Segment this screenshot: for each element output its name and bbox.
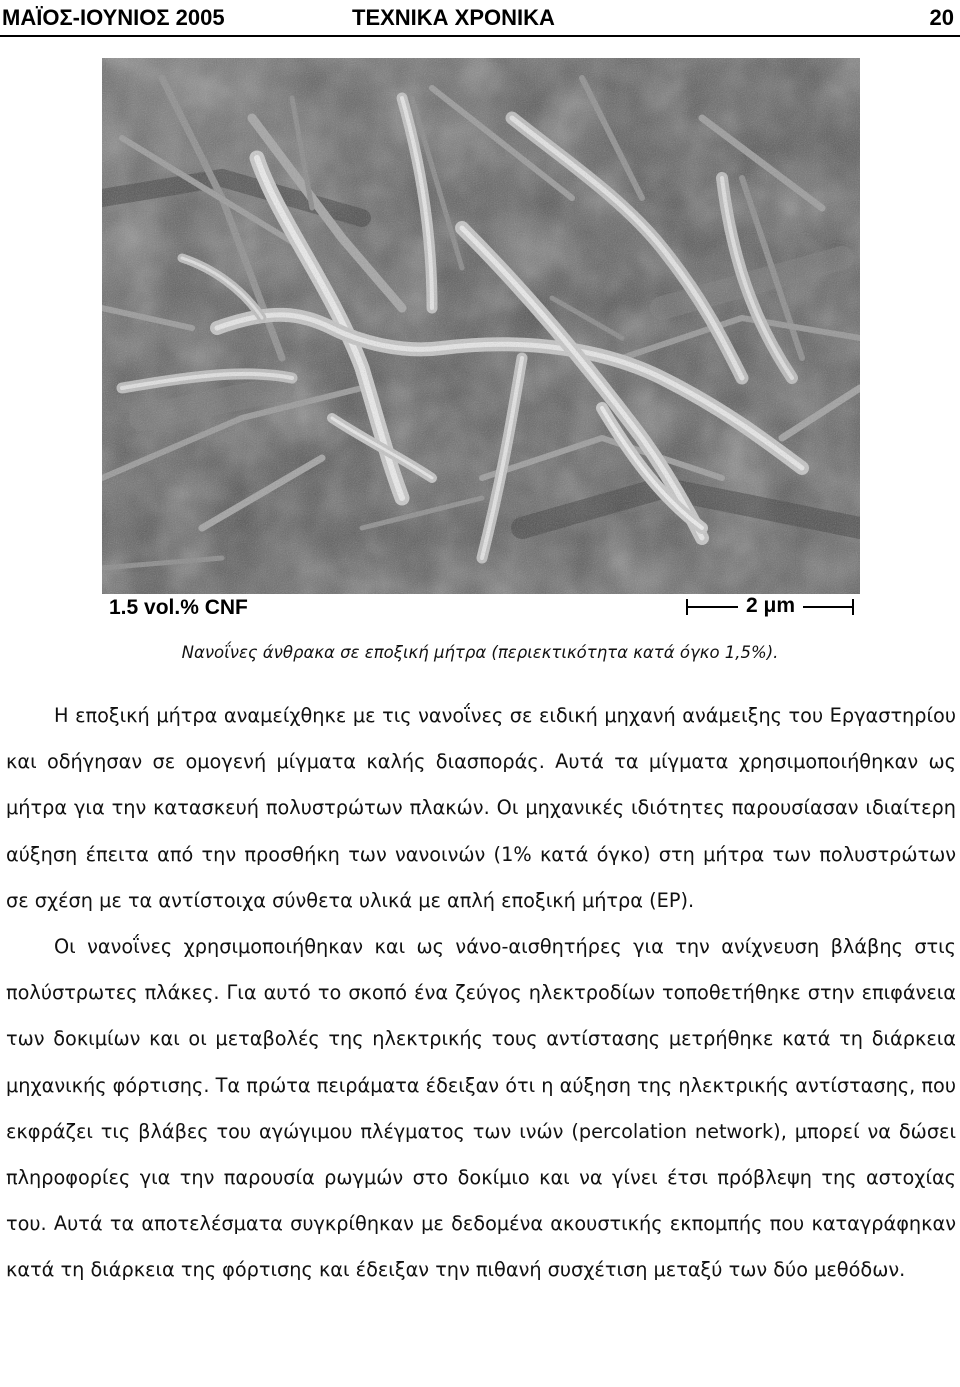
paragraph-1: Η εποξική μήτρα αναμείχθηκε με τις νανοΐνες σε ειδική μηχανή ανάμειξης του Εργαστηρίου και οδήγησαν σε ομογενή μίγματα καλής διασποράς. Αυτά τα μίγματα χρησιμοποιήθηκαν ως μήτρα για την κατασκευή πολυστρώτων πλακών. Οι μηχανικές ιδιότητες παρουσίασαν ιδιαίτερη αύξηση έπειτα από την προσθήκη των νανοινών (1% κατά όγκο) στη μήτρα των πολυστρώτων σε σχέση με τα αντίστοιχα σύνθετα υλικά με απλή εποξική μήτρα (EP).: [6, 704, 956, 912]
sem-figure: [102, 58, 860, 620]
header-rule: [0, 35, 960, 37]
article-body: [6, 693, 956, 1294]
scale-bar: [686, 596, 854, 620]
scale-bar-tick-right: [852, 599, 854, 615]
issue-date: ΜΑΪΟΣ-ΙΟΥΝΙΟΣ 2005: [2, 5, 225, 30]
page-number: 20: [929, 5, 954, 30]
sample-label: 1.5 vol.% CNF: [109, 596, 248, 619]
figure-caption: Νανοΐνες άνθρακα σε εποξική μήτρα (περιεκτικότητα κατά όγκο 1,5%).: [181, 643, 779, 662]
journal-title: ΤΕΧΝΙΚΑ ΧΡΟΝΙΚΑ: [352, 5, 555, 30]
scale-bar-label: 2 μm: [738, 594, 803, 618]
scale-bar-tick-left: [686, 599, 688, 615]
page-header: [0, 0, 960, 36]
paragraph-2: Οι νανοΐνες χρησιμοποιήθηκαν και ως νάνο-αισθητήρες για την ανίχνευση βλάβης στις πολύστρωτες πλάκες. Για αυτό το σκοπό ένα ζεύγος ηλεκτροδίων τοποθετήθηκε στην επιφάνεια των δοκιμίων και οι μεταβολές της ηλεκτρικής τους αντίστασης μετρήθηκε κατά τη διάρκεια μηχανικής φόρτισης. Τα πρώτα πειράματα έδειξαν ότι η αύξηση της ηλεκτρικής αντίστασης, που εκφράζει τις βλάβες του αγώγιμου πλέγματος των ινών (percolation network), μπορεί να δώσει πληροφορίες για την παρουσία ρωγμών στο δοκίμιο και να γίνει έτσι πρόβλεψη της αστοχίας του. Αυτά τα αποτελέσματα συγκρίθηκαν με δεδομένα ακουστικής εκπομπής που καταγράφηκαν κατά τη διάρκεια της φόρτισης και έδειξαν την πιθανή συσχέτιση μεταξύ των δύο μεθόδων.: [6, 935, 956, 1282]
sem-micrograph: [102, 58, 860, 594]
